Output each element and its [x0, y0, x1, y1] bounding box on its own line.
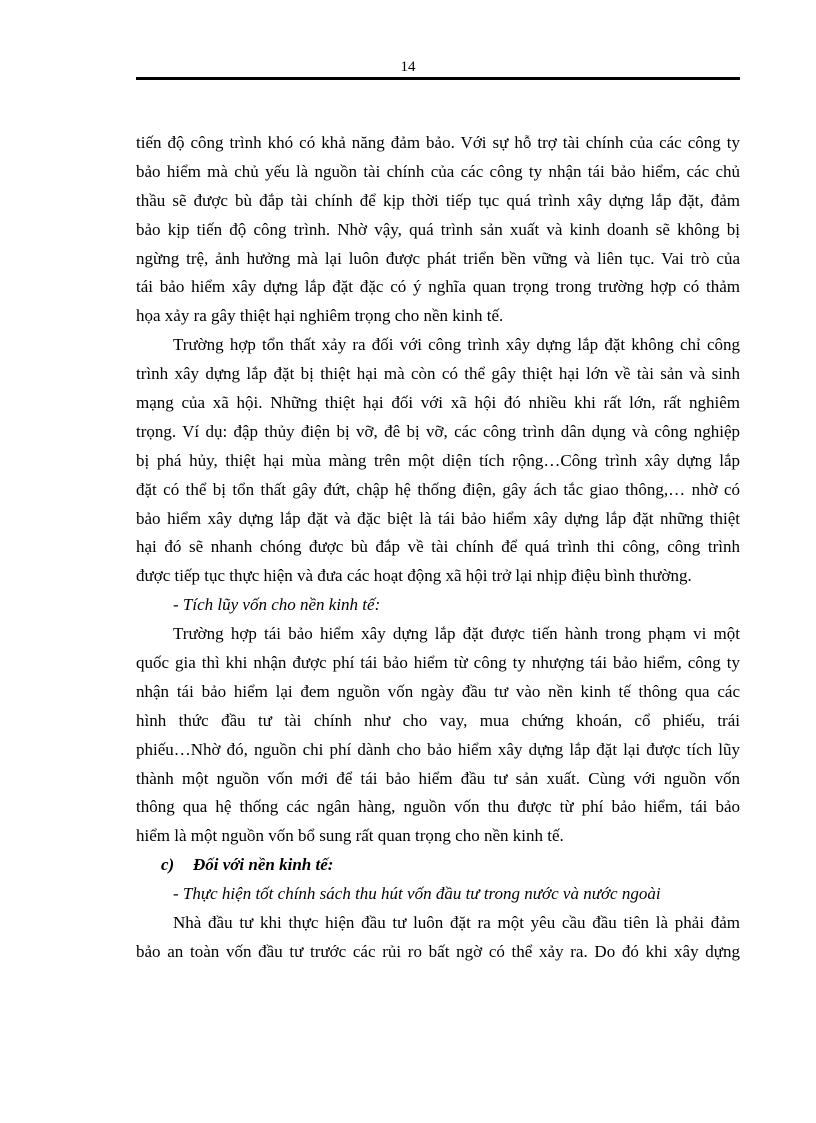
text-line: thành một nguồn vốn mới để tái bảo hiểm đầu tư sản xuất. Cùng với nguồn vốn — [136, 768, 740, 788]
header-rule — [136, 77, 740, 80]
text-line: tái bảo hiểm xây dựng lắp đặt đặc có ý nghĩa quan trọng trong trường hợp có thảm — [136, 277, 740, 297]
document-body — [136, 129, 740, 967]
text-line: trình xây dựng lắp đặt bị thiệt hại mà còn có thể gây thiệt hại lớn về tài sản và sinh — [136, 364, 740, 384]
text-line: Nhà đầu tư khi thực hiện đầu tư luôn đặt ra một yêu cầu đầu tiên là phải đảm — [173, 913, 740, 933]
text-line: bảo hiểm xây dựng lắp đặt và đặc biệt là tái bảo hiểm xây dựng lắp đặt những thiệt — [136, 508, 740, 528]
text-line: phiếu…Nhờ đó, nguồn chi phí dành cho bảo hiểm xây dựng lắp đặt lại được tích lũy — [136, 739, 740, 759]
text-line: mạng của xã hội. Những thiệt hại đối với xã hội đó nhiều khi rất lớn, rất nghiêm — [136, 393, 740, 413]
section-title: Đối với nền kinh tế: — [193, 855, 334, 875]
text-line: ngừng trệ, ảnh hưởng mà lại luôn được phát triển bền vững và liên tục. Vai trò của — [136, 248, 740, 268]
text-line: đặt có thể bị tổn thất gây đứt, chập hệ thống điện, gây ách tắc giao thông,… nhờ có — [136, 479, 740, 499]
text-line: bảo hiểm mà chủ yếu là nguồn tài chính của các công ty nhận tái bảo hiểm, các chủ — [136, 161, 740, 181]
text-line: họa xảy ra gây thiệt hại nghiêm trọng cho nền kinh tế. — [136, 306, 504, 326]
text-line: bị phá hủy, thiệt hại mùa màng trên một diện tích rộng…Công trình xây dựng lắp — [136, 450, 740, 470]
section-heading — [136, 851, 740, 880]
subheading: - Thực hiện tốt chính sách thu hút vốn đầu tư trong nước và nước ngoài — [173, 884, 661, 904]
text-line: được tiếp tục thực hiện và đưa các hoạt động xã hội trở lại nhịp điệu bình thường. — [136, 566, 692, 586]
text-line: thầu sẽ được bù đắp tài chính để kịp thời tiếp tục quá trình xây dựng lắp đặt, đảm — [136, 190, 740, 210]
text-line: hiểm là một nguồn vốn bổ sung rất quan trọng cho nền kinh tế. — [136, 826, 564, 846]
text-line: hình thức đầu tư tài chính như cho vay, mua chứng khoán, cổ phiếu, trái — [136, 710, 740, 730]
text-line: nhận tái bảo hiểm lại đem nguồn vốn ngày đầu tư vào nền kinh tế thông qua các — [136, 681, 740, 701]
text-line: tiến độ công trình khó có khả năng đảm bảo. Với sự hỗ trợ tài chính của các công ty — [136, 133, 740, 152]
section-label: c) — [161, 855, 175, 875]
text-line: thông qua hệ thống các ngân hàng, nguồn vốn thu được từ phí bảo hiểm, tái bảo — [136, 797, 740, 817]
text-line: hại đó sẽ nhanh chóng được bù đắp về tài chính để quá trình thi công, công trình — [136, 537, 740, 557]
text-line: bảo an toàn vốn đầu tư trước các rủi ro bất ngờ có thể xảy ra. Do đó khi xây dựng — [136, 941, 740, 961]
text-line: trọng. Ví dụ: đập thủy điện bị vỡ, đê bị vỡ, các công trình dân dụng và công nghiệp — [136, 421, 740, 441]
text-line: Trường hợp tổn thất xảy ra đối với công trình xây dựng lắp đặt không chỉ công — [173, 335, 740, 355]
text-line: quốc gia thì khi nhận được phí tái bảo hiểm từ công ty nhượng tái bảo hiểm, công ty — [136, 653, 740, 673]
text-line: Trường hợp tái bảo hiểm xây dựng lắp đặt được tiến hành trong phạm vi một — [173, 624, 740, 644]
page-number: 14 — [400, 59, 416, 75]
text-line: bảo kịp tiến độ công trình. Nhờ vậy, quá trình sản xuất và kinh doanh sẽ không bị — [136, 219, 740, 239]
subheading: - Tích lũy vốn cho nền kinh tế: — [173, 595, 381, 615]
